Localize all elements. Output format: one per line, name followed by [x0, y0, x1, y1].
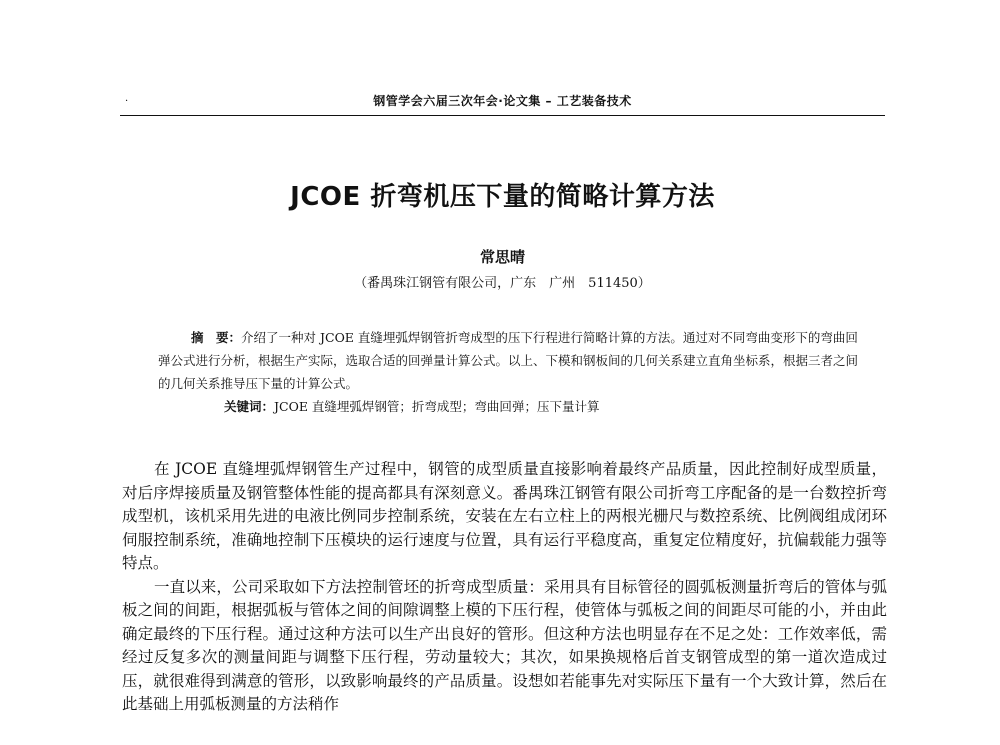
keywords-label: 关键词：	[224, 399, 275, 414]
abstract-label: 摘 要：	[191, 330, 242, 345]
author-affiliation: （番禺珠江钢管有限公司，广东 广州 511450）	[354, 276, 651, 291]
body-text	[122, 458, 887, 717]
abstract-block	[158, 326, 858, 418]
header-rule	[120, 115, 885, 116]
abstract	[158, 326, 858, 395]
paper-title: JCOE 折弯机压下量的简略计算方法	[290, 182, 715, 212]
body-paragraph: 一直以来，公司采取如下方法控制管坯的折弯成型质量：采用具有目标管径的圆弧板测量折弯后的管体与弧板之间的间距，根据弧板与管体之间的间隙调整上模的下压行程，使管体与弧板之间的间距尽可能的小，并由此确定最终的下压行程。通过这种方法可以生产出良好的管形。但这种方法也明显存在不足之处：工作效率低，需经过反复多次的测量间距与调整下压行程，劳动量较大；其次，如果换规格后首支钢管成型的第一道次造成过压，就很难得到满意的管形，以致影响最终的产品质量。设想如若能事先对实际压下量有一个大致计算，然后在此基础上用弧板测量的方法稍作	[122, 577, 887, 713]
header-mark: ·	[125, 96, 129, 107]
abstract-text: 介绍了一种对 JCOE 直缝埋弧焊钢管折弯成型的压下行程进行简略计算的方法。通过对不同弯曲变形下的弯曲回弹公式进行分析，根据生产实际，选取合适的回弹量计算公式。以上、下模和钢板间的几何关系建立直角坐标系，根据三者之间的几何关系推导压下量的计算公式。	[158, 330, 859, 391]
body-paragraph: 在 JCOE 直缝埋弧焊钢管生产过程中，钢管的成型质量直接影响着最终产品质量，因此控制好成型质量，对后序焊接质量及钢管整体性能的提高都具有深刻意义。番禺珠江钢管有限公司折弯工序配备的是一台数控折弯成型机，该机采用先进的电液比例同步控制系统，安装在左右立柱上的两根光栅尺与数控系统、比例阀组成闭环伺服控制系统，准确地控制下压模块的运行速度与位置，具有运行平稳度高，重复定位精度好，抗偏载能力强等特点。	[122, 460, 887, 572]
running-header: 钢管学会六届三次年会·论文集 – 工艺装备技术	[373, 94, 632, 108]
keywords-text: JCOE 直缝埋弧焊钢管；折弯成型；弯曲回弹；压下量计算	[274, 399, 600, 414]
author-name: 常思晴	[479, 248, 525, 266]
keywords	[158, 395, 858, 418]
